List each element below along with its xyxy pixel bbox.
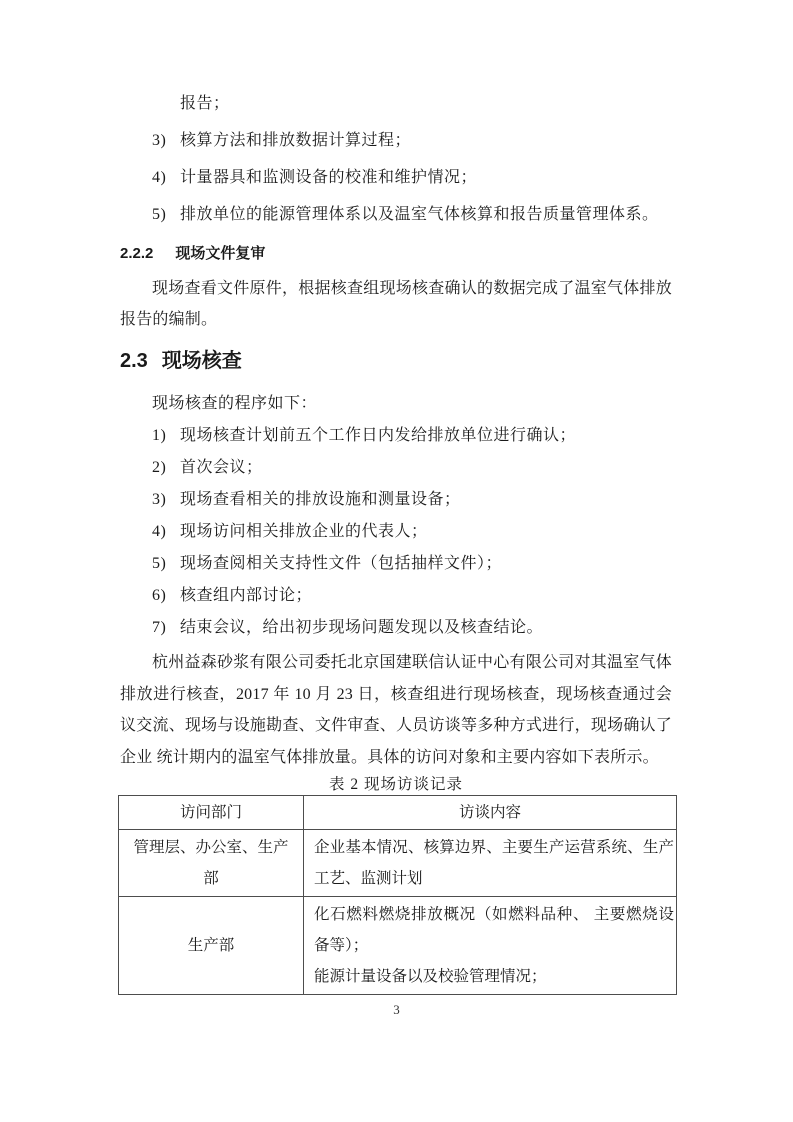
list-item-text: 核算方法和排放数据计算过程； — [180, 132, 412, 149]
cell-text-line: 能源计量设备以及校验管理情况； — [314, 968, 547, 985]
cell-interview-content — [304, 830, 677, 897]
list-item — [120, 425, 672, 447]
interview-record-table — [118, 795, 677, 995]
list-item — [120, 204, 672, 226]
page-number: 3 — [393, 1002, 400, 1017]
cell-department: 生产部 — [119, 897, 304, 995]
list-item-number: 4) — [152, 523, 167, 540]
list-item — [120, 457, 672, 479]
list-continuation-line: 报告； — [180, 95, 230, 112]
onsite-procedure-list — [120, 425, 672, 639]
list-item-text: 计量器具和监测设备的校准和维护情况； — [180, 169, 478, 186]
list-item-text: 现场核查计划前五个工作日内发给排放单位进行确认； — [180, 427, 577, 444]
list-item-number: 3) — [152, 132, 167, 149]
list-item-text: 结束会议，给出初步现场问题发现以及核查结论。 — [180, 619, 544, 636]
list-item-text: 现场访问相关排放企业的代表人； — [180, 523, 428, 540]
list-item — [120, 521, 672, 543]
list-item-text: 现场查看相关的排放设施和测量设备； — [180, 491, 461, 508]
list-item-number: 7) — [152, 619, 167, 636]
list-item — [120, 585, 672, 607]
list-item-number: 3) — [152, 491, 167, 508]
section-2-2-2-paragraph: 现场查看文件原件，根据核查组现场核查确认的数据完成了温室气体排放报告的编制。 — [120, 280, 672, 328]
list-item-number: 2) — [152, 459, 167, 476]
section-number: 2.2.2 — [120, 245, 154, 262]
list-item-number: 6) — [152, 587, 167, 604]
cell-text-line: 企业基本情况、核算边界、主要生产运营系统、生产工艺、监测计划 — [314, 839, 674, 887]
procedure-intro-line: 现场核查的程序如下： — [152, 395, 318, 412]
list-item — [120, 130, 672, 152]
cell-interview-content — [304, 897, 677, 995]
list-item-text: 现场查阅相关支持性文件（包括抽样文件）； — [180, 555, 503, 572]
list-item-number: 1) — [152, 427, 167, 444]
header-cell-department: 访问部门 — [119, 796, 304, 830]
section-heading-2-2-2 — [120, 243, 672, 265]
header-cell-content: 访谈内容 — [304, 796, 677, 830]
onsite-verification-paragraph: 杭州益森砂浆有限公司委托北京国建联信认证中心有限公司对其温室气体排放进行核查，2017 年 10 月 23 日，核查组进行现场核查，现场核查通过会议交流、现场与设施勘查、文件审查、人员访谈等多种方式进行，现场确认了企业 统计期内的温室气体排放量。具体的访问对象和主要内容如下表所示。 — [120, 654, 672, 766]
section-title: 现场核查 — [161, 350, 242, 372]
section-title: 现场文件复审 — [175, 245, 266, 262]
list-item — [120, 167, 672, 189]
table-header-row — [119, 796, 677, 830]
list-item-text: 首次会议； — [180, 459, 263, 476]
list-item-number: 5) — [152, 555, 167, 572]
list-item-text: 排放单位的能源管理体系以及温室气体核算和报告质量管理体系。 — [180, 206, 659, 223]
section-number: 2.3 — [120, 350, 148, 372]
verification-scope-list — [120, 130, 672, 226]
list-item — [120, 617, 672, 639]
list-item — [120, 553, 672, 575]
list-item-number: 4) — [152, 169, 167, 186]
list-item-text: 核查组内部讨论； — [180, 587, 313, 604]
table-row — [119, 897, 677, 995]
table-caption: 表 2 现场访谈记录 — [328, 776, 463, 793]
list-item-number: 5) — [152, 206, 167, 223]
list-item — [120, 489, 672, 511]
section-heading-2-3 — [120, 347, 672, 375]
cell-department: 管理层、办公室、生产部 — [119, 830, 304, 897]
cell-text-line: 化石燃料燃烧排放概况（如燃料品种、 主要燃烧设备等）； — [314, 906, 674, 954]
table-row — [119, 830, 677, 897]
